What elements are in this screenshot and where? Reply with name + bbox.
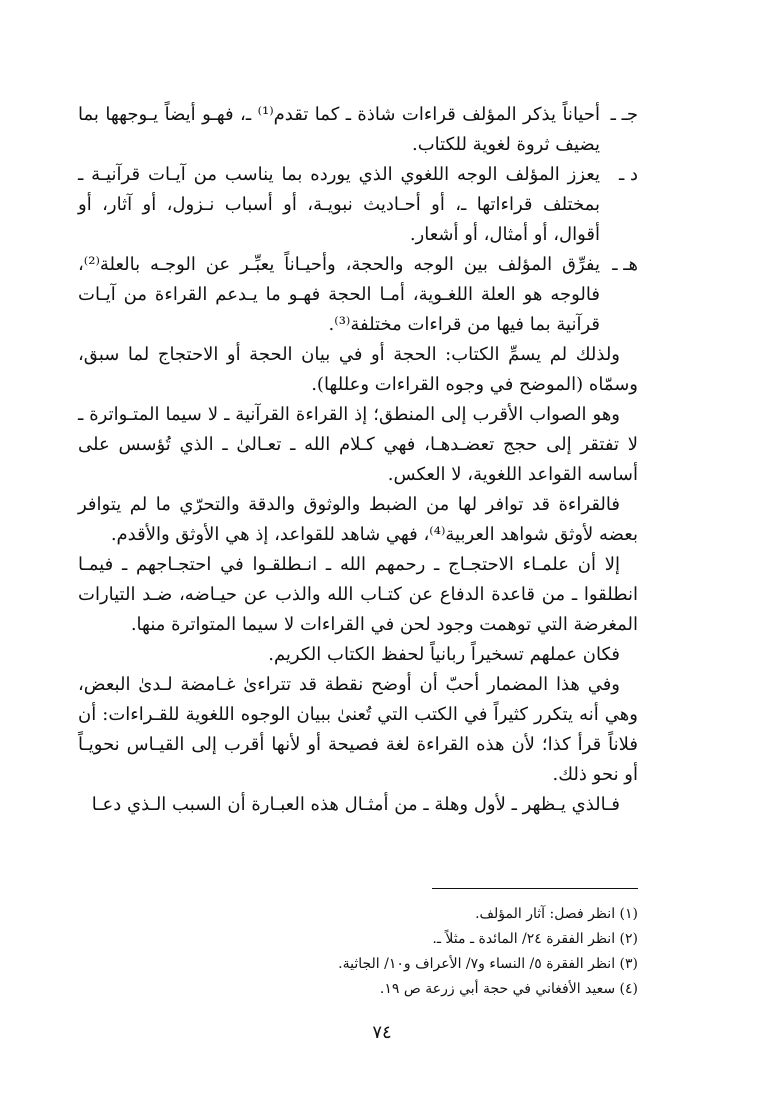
list-item-text: يعزز المؤلف الوجه اللغوي الذي يورده بما يناسب من آيـات قرآنيـة ـ بمختلف قراءاتها ـ، أو أحـاديث نبويـة، أو أسباب نـزول، أو آثار، أو أقوال، أو أمثال، أو أشعار. [78,164,600,245]
paragraph: وفي هذا المضمار أحبّ أن أوضح نقطة قد تتراءىٰ غـامضة لـدىٰ البعض، وهي أنه يتكرر كثيراً في الكتب التي تُعنىٰ ببيان الوجوه اللغوية للقـراءات: أن فلاناً قرأ كذا؛ لأن هذه القراءة لغة فصيحة أو لأنها أقرب إلى القيـاس نحويـاً أو نحو ذلك. [78,674,638,785]
footnote: (٢) انظر الفقرة ٢٤/ المائدة ـ مثلاً ـ. [432,931,638,947]
list-item-jim [78,100,638,160]
paragraph: وهو الصواب الأقرب إلى المنطق؛ إذ القراءة القرآنية ـ لا سيما المتـواترة ـ لا تفتقر إلى حجج تعضـدهـا، فهي كـلام الله ـ تعـالىٰ ـ الذي تُؤسس على أساسه القواعد اللغوية، لا العكس. [78,404,638,485]
list-item-dal [78,160,638,250]
list-item-ha [78,250,638,340]
page-body [78,100,638,820]
paragraph: فكان عملهم تسخيراً ربانياً لحفظ الكتاب الكريم. [268,644,620,665]
list-item-text: أحياناً يذكر المؤلف قراءات شاذة ـ كما تقدم⁽¹⁾ ـ، فهـو أيضاً يـوجهها بما يضيف ثروة لغوية للكتاب. [78,104,600,155]
list-marker: د ـ [618,164,638,185]
footnote: (١) انظر فصل: آثار المؤلف. [475,906,638,922]
list-marker: جـ ـ [610,104,638,125]
footnotes [218,902,638,1002]
page-number: ٧٤ [372,1022,392,1043]
paragraph: فـالذي يـظهر ـ لأول وهلة ـ من أمثـال هذه العبـارة أن السبب الـذي دعـا [91,794,620,815]
paragraph: ولذلك لم يسمِّ الكتاب: الحجة أو في بيان الحجة أو الاحتجاج لما سبق، وسمّاه (الموضح في وجوه القراءات وعللها). [78,344,638,395]
footnote: (٤) سعيد الأفغاني في حجة أبي زرعة ص ١٩. [379,981,638,997]
paragraph: فالقراءة قد توافر لها من الضبط والوثوق والدقة والتحرّي ما لم يتوافر بعضه لأوثق شواهد العربية⁽⁴⁾، فهي شاهد للقواعد، إذ هي الأوثق والأقدم. [78,494,638,545]
paragraph: إلا أن علمـاء الاحتجـاج ـ رحمهم الله ـ انـطلقـوا في احتجـاجهم ـ فيمـا انطلقوا ـ من قاعدة الدفاع عن كتـاب الله والذب عن حيـاضه، ضـد التيارات المغرضة التي توهمت وجود لحن في القراءات لا سيما المتواترة منها. [78,554,638,635]
footnote: (٣) انظر الفقرة ٥/ النساء و٧/ الأعراف و١٠/ الجاثية. [338,956,638,972]
list-item-text: يفرِّق المؤلف بين الوجه والحجة، وأحيـاناً يعبِّـر عن الوجـه بالعلة⁽²⁾، فالوجه هو العلة اللغـوية، أمـا الحجة فهـو ما يـدعم القراءة من آيـات قرآنية بما فيها من قراءات مختلفة⁽³⁾. [78,254,600,335]
list-marker: هـ ـ [612,254,638,275]
footnote-separator [432,888,638,889]
